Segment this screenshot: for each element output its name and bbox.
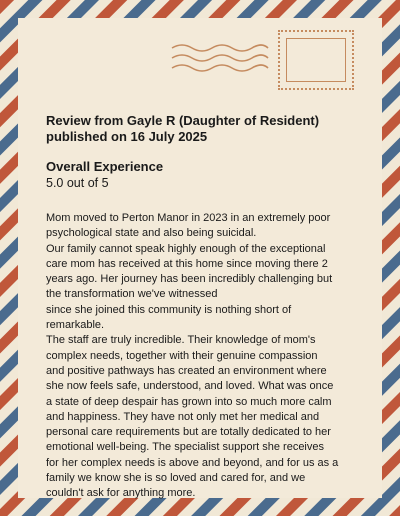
review-line: since she joined this community is nothing short of [46,303,292,316]
review-line: Our family cannot speak highly enough of the exceptional [46,242,326,255]
review-body [46,211,362,502]
review-line: emotional well-being. The specialist support she receives [46,441,324,454]
review-line: personal care requirements but are totally dedicated to her [46,426,331,439]
review-content [46,113,362,502]
postmark-wavy-lines [170,42,270,82]
review-line: Mom moved to Perton Manor in 2023 in an extremely poor [46,212,331,224]
review-line: care mom has received at this home since moving there 2 [46,257,328,270]
stamp-inner-border [286,38,346,82]
stamp-outline [278,30,354,90]
review-title-line-1: Review from Gayle R (Daughter of Resident) [46,113,320,128]
rating-value: 5.0 out of 5 [46,176,109,190]
review-line: The staff are truly incredible. Their knowledge of mom's [46,334,316,347]
review-line: psychological state and also being suicidal. [46,227,257,240]
review-line: and positive pathways has created an environment where [46,364,327,377]
review-line: a state of deep despair has grown into so much more calm [46,395,332,408]
review-line: years ago. Her journey has been incredibly challenging but [46,273,333,286]
review-line: and happiness. They have not only met her medical and [46,410,320,423]
review-title-line-2: published on 16 July 2025 [46,129,208,144]
review-line: couldn't ask for anything more. [46,487,196,500]
review-line: for her complex needs is above and beyond, and for us as a [46,456,339,469]
review-line: remarkable. [46,319,105,332]
overall-experience-heading: Overall Experience [46,159,164,174]
review-line: complex needs, together with their genuine compassion [46,349,318,362]
review-title [46,113,362,145]
review-line: family we know she is so loved and cared for, and we [46,472,306,485]
review-line: the transformation we've witnessed [46,288,218,301]
review-line: she now feels safe, understood, and loved. What was once [46,380,334,393]
